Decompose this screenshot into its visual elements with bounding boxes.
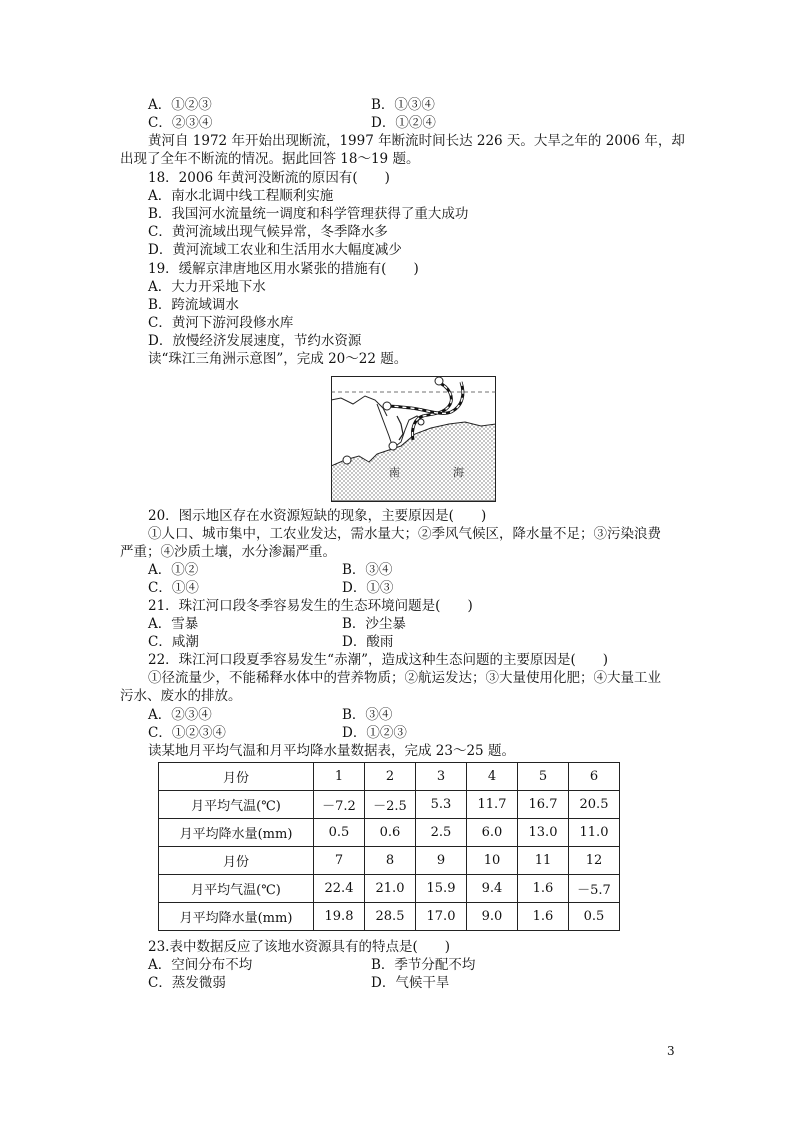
table-cell: 22.4 [314,875,365,903]
table-cell: 11.0 [569,819,620,847]
sea-label-1: 南 [389,466,400,479]
table-cell: 0.5 [569,903,620,931]
intro-18-19-line1: 黄河自 1972 年开始出现断流，1997 年断流时间长达 226 天。大旱之年的 2006 年，却 [148,133,685,149]
table-cell: 21.0 [365,875,416,903]
city-marker-2 [383,402,391,410]
table-cell: 7 [314,847,365,875]
q18-option-b: B．我国河水流量统一调度和科学管理获得了重大成功 [148,206,469,222]
table-cell: 5 [518,763,569,791]
q17-option-a: A．①②③ [148,97,212,113]
table-cell: 1.6 [518,875,569,903]
table-cell: 2 [365,763,416,791]
q17-option-c: C．②③④ [148,115,213,131]
table-cell: 0.5 [314,819,365,847]
table-row-header: 月份 [159,847,314,875]
table-cell: 6 [569,763,620,791]
table-row-header: 月平均气温(℃) [159,875,314,903]
q22-option-c: C．①②③④ [148,725,226,741]
city-marker-3 [389,442,397,450]
table-row-header: 月份 [159,763,314,791]
table-cell: 16.7 [518,791,569,819]
table-cell: 9.0 [467,903,518,931]
q21-option-a: A．雪暴 [148,616,199,632]
q23-option-b: B．季节分配不均 [371,957,476,973]
intro-23-25: 读某地月平均气温和月平均降水量数据表，完成 23～25 题。 [148,743,515,759]
q17-option-d: D．①②④ [371,115,436,131]
table-row-header: 月平均降水量(mm) [159,903,314,931]
table-cell: －7.2 [314,791,365,819]
table-cell: 28.5 [365,903,416,931]
table-cell: －2.5 [365,791,416,819]
table-cell: 6.0 [467,819,518,847]
q20-statement-line1: ①人口、城市集中，工农业发达，需水量大；②季风气候区，降水量不足；③污染浪费 [148,526,661,542]
table-cell: 12 [569,847,620,875]
q18-option-c: C．黄河流域出现气候异常，冬季降水多 [148,224,388,240]
q19-option-c: C．黄河下游河段修水库 [148,315,294,331]
table-row [159,847,620,875]
q23-option-a: A．空间分布不均 [148,957,253,973]
q22-statement-line2: 污水、废水的排放。 [120,688,242,704]
pearl-river-delta-map [331,376,496,502]
q22-option-a: A．②③④ [148,707,212,723]
q17-option-b: B．①③④ [371,97,435,113]
table-cell: 2.5 [416,819,467,847]
table-cell: 3 [416,763,467,791]
q23-option-d: D．气候干旱 [371,975,450,991]
table-row-header: 月平均气温(℃) [159,791,314,819]
table-cell: 0.6 [365,819,416,847]
q19-stem: 19．缓解京津唐地区用水紧张的措施有( ) [148,261,419,277]
table-row [159,791,620,819]
q21-option-b: B．沙尘暴 [342,616,406,632]
q22-option-d: D．①②③ [342,725,407,741]
q22-stem: 22．珠江河口段夏季容易发生“赤潮”，造成这种生态问题的主要原因是( ) [148,652,609,668]
table-cell: 17.0 [416,903,467,931]
q18-option-a: A．南水北调中线工程顺利实施 [148,188,334,204]
table-cell: 1 [314,763,365,791]
q20-option-b: B．③④ [342,562,393,578]
q20-stem: 20．图示地区存在水资源短缺的现象，主要原因是( ) [148,508,487,524]
q23-option-c: C．蒸发微弱 [148,975,226,991]
intro-20-22: 读“珠江三角洲示意图”，完成 20～22 题。 [148,351,408,367]
table-cell: 4 [467,763,518,791]
table-cell: 8 [365,847,416,875]
q20-option-c: C．①④ [148,580,199,596]
table-cell: 5.3 [416,791,467,819]
q21-stem: 21．珠江河口段冬季容易发生的生态环境问题是( ) [148,598,473,614]
q19-option-a: A．大力开采地下水 [148,279,266,295]
city-marker-5 [418,419,424,425]
page-number: 3 [667,1044,675,1058]
q19-option-d: D．放慢经济发展速度，节约水资源 [148,333,362,349]
q21-option-d: D．酸雨 [342,634,394,650]
q21-option-c: C．咸潮 [148,634,199,650]
table-cell: 13.0 [518,819,569,847]
table-cell: 11 [518,847,569,875]
q19-option-b: B．跨流域调水 [148,297,239,313]
table-row-header: 月平均降水量(mm) [159,819,314,847]
city-marker-1 [435,377,443,385]
q18-stem: 18．2006 年黄河没断流的原因有( ) [148,170,390,186]
q20-statement-line2: 严重；④沙质土壤，水分渗漏严重。 [120,544,336,560]
table-cell: －5.7 [569,875,620,903]
q23-stem: 23.表中数据反应了该地水资源具有的特点是( ) [148,939,451,955]
table-cell: 15.9 [416,875,467,903]
table-cell: 9 [416,847,467,875]
table-cell: 10 [467,847,518,875]
table-cell: 11.7 [467,791,518,819]
q18-option-d: D．黄河流域工农业和生活用水大幅度减少 [148,242,402,258]
table-cell: 9.4 [467,875,518,903]
table-cell: 19.8 [314,903,365,931]
city-marker-4 [343,456,351,464]
climate-data-table [158,762,620,931]
q22-statement-line1: ①径流量少，不能稀释水体中的营养物质；②航运发达；③大量使用化肥；④大量工业 [148,670,661,686]
q20-option-a: A．①② [148,562,199,578]
q22-option-b: B．③④ [342,707,393,723]
table-cell: 20.5 [569,791,620,819]
intro-18-19-line2: 出现了全年不断流的情况。据此回答 18～19 题。 [120,151,420,167]
table-row [159,763,620,791]
table-cell: 1.6 [518,903,569,931]
q20-option-d: D．①③ [342,580,394,596]
table-row [159,819,620,847]
table-row [159,903,620,931]
table-row [159,875,620,903]
sea-label-2: 海 [453,466,464,479]
